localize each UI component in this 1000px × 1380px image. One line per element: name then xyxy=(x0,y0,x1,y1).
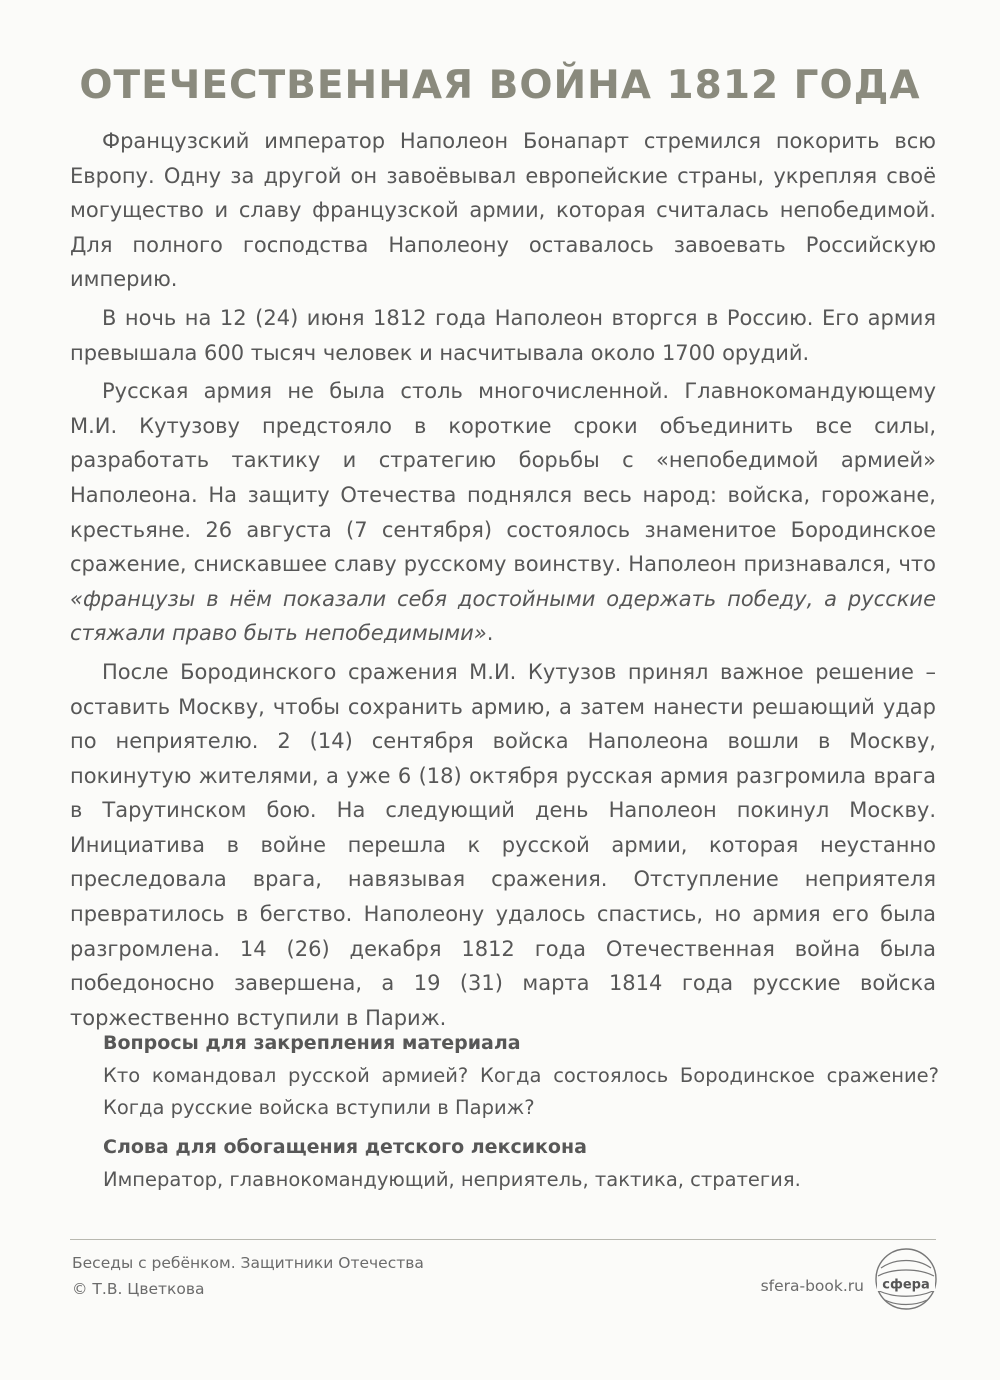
series-title: Беседы с ребёнком. Защитники Отечества xyxy=(72,1254,424,1272)
copyright: © Т.В. Цветкова xyxy=(72,1280,205,1298)
questions-heading: Вопросы для закрепления материала xyxy=(103,1032,521,1054)
review-section xyxy=(103,1026,939,1196)
sfera-logo-icon xyxy=(873,1246,939,1312)
footer-credits xyxy=(72,1250,424,1302)
vocabulary-heading: Слова для обогащения детского лексикона xyxy=(103,1136,587,1158)
footer-divider xyxy=(70,1239,936,1240)
vocabulary-text: Император, главнокомандующий, неприятель, тактика, стратегия. xyxy=(103,1168,801,1191)
article-body xyxy=(70,124,936,1039)
paragraph-4: После Бородинского сражения М.И. Кутузов принял важное решение – оставить Москву, чтобы сохранить армию, а затем нанести решающий удар по неприятелю. 2 (14) сентября войска Наполеона вошли в Москву, покинутую жителями, а уже 6 (18) октября русская армия разгромила врага в Тарутинском бою. На следующий день Наполеон покинул Москву. Инициатива в войне перешла к русской армии, которая неустанно преследовала врага, навязывая сражения. Отступление неприятеля превратилось в бегство. Наполеону удалось спастись, но армия его была разгромлена. 14 (26) декабря 1812 года Отечественная война была победоносно завершена, а 19 (31) марта 1814 года русские войска торжественно вступили в Париж. xyxy=(70,659,936,1030)
page-title: ОТЕЧЕСТВЕННАЯ ВОЙНА 1812 ГОДА xyxy=(79,63,921,108)
questions-text: Кто командовал русской армией? Когда состоялось Бородинское сражение? Когда русские войска вступили в Париж? xyxy=(103,1064,939,1119)
paragraph-1: Французский император Наполеон Бонапарт стремился покорить всю Европу. Одну за другой он завоёвывал европейские страны, укрепляя своё могущество и славу французской армии, которая считалась непобедимой. Для полного господства Наполеону оставалось завоевать Российскую империю. xyxy=(70,129,936,292)
paragraph-3-text: Русская армия не была столь многочисленной. Главнокомандующему М.И. Кутузову предстояло в короткие сроки объединить все силы, разработать тактику и стратегию борьбы с «непобедимой армией» Наполеона. На защиту Отечества поднялся весь народ: войска, горожане, крестьяне. 26 августа (7 сентября) состоялось знаменитое Бородинское сражение, снискавшее славу русскому воинству. Наполеон признавался, что xyxy=(70,379,936,577)
paragraph-3 xyxy=(70,374,936,651)
napoleon-quote: «французы в нём показали себя достойными одержать победу, а русские стяжали право быть непобедимыми» xyxy=(70,586,936,646)
paragraph-3-end: . xyxy=(486,621,494,646)
paragraph-2: В ночь на 12 (24) июня 1812 года Наполеон вторгся в Россию. Его армия превышала 600 тысяч человек и насчитывала около 1700 орудий. xyxy=(70,305,936,365)
website-link[interactable]: sfera-book.ru xyxy=(760,1277,864,1295)
logo-text: сфера xyxy=(882,1277,930,1293)
